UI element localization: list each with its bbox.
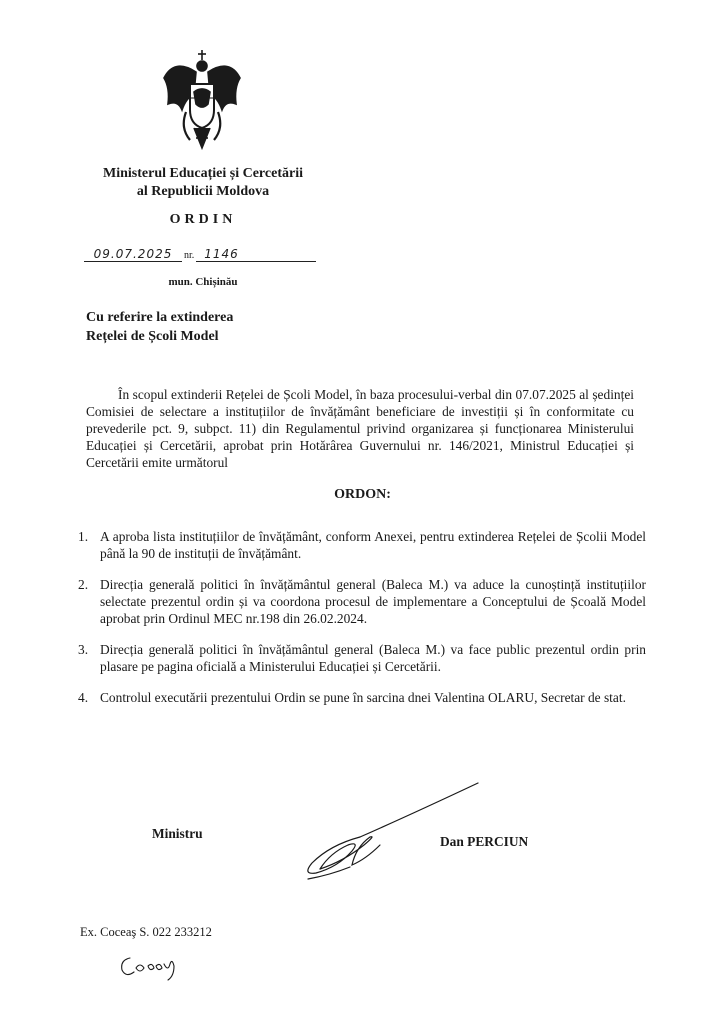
order-number: 1146	[196, 247, 316, 262]
document-type: ORDIN	[169, 212, 237, 227]
ministry-heading	[78, 165, 328, 201]
coat-of-arms-emblem	[160, 48, 244, 152]
item-text: Direcția generală politici în învățământul general (Baleca M.) va face public prezentul ordin prin plasare pe pagina oficială a Ministerului Educației și Cercetării.	[100, 642, 646, 674]
item-number: 1.	[78, 529, 89, 544]
ministry-country: al Republicii Moldova	[136, 184, 270, 199]
ministry-name: Ministerul Educației și Cercetării	[103, 166, 303, 181]
item-number: 3.	[78, 642, 89, 657]
item-text: Direcția generală politici în învățământul general (Baleca M.) va aduce la cunoștință instituțiilor selectate prezentul ordin și va coordona procesul de implementare a Conceptului de Școală Model aprobat prin Ordinul MEC nr.198 din 26.02.2024.	[100, 577, 646, 626]
order-number-label: nr.	[184, 250, 195, 261]
intro-paragraph: În scopul extinderii Rețelei de Școli Model, în baza procesului-verbal din 07.07.2025 al ședinței Comisiei de selectare a instituțiilor de învățământ beneficiare de investiții și în conformitate cu prevederile pct. 9, subpct. 11) din Regulamentul privind organizarea și funcționarea Ministerului Educației și Cercetării, aprobat prin Hotărârea Guvernului nr. 146/2021, Ministrul Educației și Cercetării emite următorul	[86, 387, 634, 470]
item-number: 4.	[78, 690, 89, 705]
order-item	[78, 576, 646, 627]
subject-line-1: Cu referire la extinderea	[86, 310, 234, 325]
order-item	[78, 528, 646, 562]
item-number: 2.	[78, 577, 89, 592]
city-label: mun. Chișinău	[168, 276, 238, 288]
subject-line-2: Rețelei de Școli Model	[86, 329, 219, 344]
order-item	[78, 689, 646, 706]
order-date: 09.07.2025	[84, 247, 182, 262]
signatory-title: Ministru	[152, 826, 203, 841]
minister-signature	[290, 775, 490, 885]
item-text: Controlul executării prezentului Ordin se pune în sarcina dnei Valentina OLARU, Secretar de stat.	[100, 690, 626, 705]
ordon-heading: ORDON:	[334, 487, 391, 502]
order-item	[78, 641, 646, 675]
signatory-name: Dan PERCIUN	[440, 834, 529, 849]
order-items-list	[78, 528, 646, 706]
item-text: A aproba lista instituțiilor de învățământ, conform Anexei, pentru extinderea Rețelei de Școlii Model până la 90 de instituții de învățământ.	[100, 529, 646, 561]
order-subject	[86, 308, 233, 346]
date-number-line	[84, 246, 316, 262]
executor-initials-signature	[118, 948, 180, 982]
executor-contact: Ex. Coceaş S. 022 233212	[80, 925, 212, 939]
